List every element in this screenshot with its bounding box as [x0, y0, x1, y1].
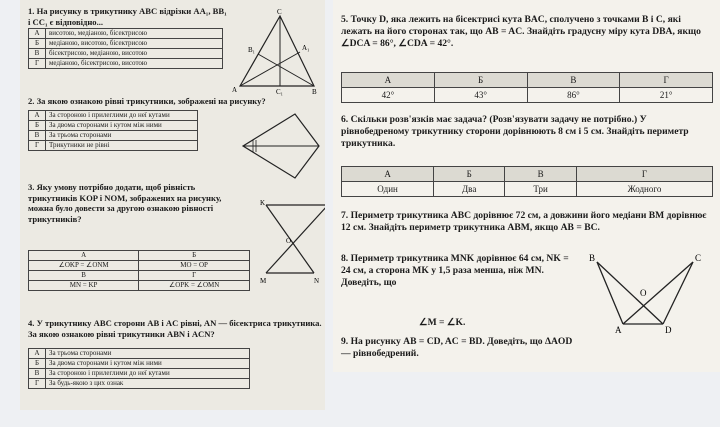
- label-b: B: [312, 88, 317, 96]
- question-6-options: А Б В Г Один Два Три Жодного: [341, 166, 713, 197]
- option-row[interactable]: ∠OKP = ∠ONM MO = OP: [29, 261, 250, 271]
- question-9-text: 9. На рисунку AB = CD, AC = BD. Доведіть, що ΔAOD — рівнобедрений.: [341, 336, 573, 359]
- label-o: O: [640, 288, 647, 298]
- option-row[interactable]: А За стороною і прилеглими до неї кутами: [29, 111, 198, 121]
- crossed-triangles-figure: K P O M N: [260, 197, 330, 285]
- question-5-options: А Б В Г 42° 43° 86° 21°: [341, 72, 713, 103]
- label-d: D: [665, 325, 672, 334]
- option-row[interactable]: Б медіаною, висотою, бісектрисою: [29, 39, 223, 49]
- label-k: K: [260, 199, 266, 207]
- label-b1: B₁: [248, 46, 256, 54]
- question-4-text: 4. У трикутнику ABC сторони AB і AC рівні, AN — бісектриса трикутника. За якою ознакою рівні трикутники ABN і ACN?: [28, 318, 322, 339]
- option-row[interactable]: Г медіаною, бісектрисою, висотою: [29, 59, 223, 69]
- label-a1: A₁: [302, 44, 310, 52]
- label-m: M: [260, 277, 267, 285]
- right-page: [333, 0, 720, 372]
- question-2-text: 2. За якою ознакою рівні трикутники, зображені на рисунку?: [28, 96, 266, 106]
- label-c: C: [695, 253, 702, 263]
- question-3-text: 3. Яку умову потрібно додати, щоб рівність трикутників KOP і NOM, зображених на рисунку, можна було довести за другою ознакою рівності трикутників?: [28, 182, 222, 224]
- option-row[interactable]: Г За будь-якою з цих ознак: [29, 379, 250, 389]
- label-n: N: [314, 277, 320, 285]
- question-5-text: 5. Точку D, яка лежить на бісектрисі кута BAC, сполучено з точками B і C, які лежать на його сторонах так, що AB = AC. Знайдіть градусну міру кута DBA, якщо ∠DCA = 86°, ∠CDA = 42°.: [341, 14, 701, 49]
- question-6-text: 6. Скільки розв'язків має задача? (Розв'язувати задачу не потрібно.) У рівнобедреному трикутнику сторони дорівнюють 8 см і 5 см. Знайдіть периметр трикутника.: [341, 114, 689, 149]
- label-o: O: [286, 237, 292, 245]
- question-7-text: 7. Периметр трикутника ABC дорівнює 72 см, а довжини його медіани BM дорівнює 12 см. Знайдіть периметр трикутника ABM, якщо AB = BC.: [341, 210, 707, 233]
- option-row[interactable]: В За трьома сторонами: [29, 131, 198, 141]
- option-row[interactable]: А висотою, медіаною, бісектрисою: [29, 29, 223, 39]
- label-c: C: [277, 8, 282, 16]
- option-row[interactable]: Один Два Три Жодного: [342, 182, 713, 197]
- label-b: B: [589, 253, 596, 263]
- option-row[interactable]: Б За двома сторонами і кутом між ними: [29, 359, 250, 369]
- option-row[interactable]: Г Трикутники не рівні: [29, 141, 198, 151]
- option-row[interactable]: В бісектрисою, медіаною, висотою: [29, 49, 223, 59]
- question-8-text: 8. Периметр трикутника MNK дорівнює 64 см, NK = 24 см, а сторона MK у 1,5 раза менша, ніж MN. Доведіть, що: [341, 253, 569, 288]
- left-page: [20, 0, 330, 410]
- option-row[interactable]: 42° 43° 86° 21°: [342, 88, 713, 103]
- option-row[interactable]: В За стороною і прилеглими до неї кутами: [29, 369, 250, 379]
- question-2-options: [28, 110, 198, 151]
- label-c1: C₁: [276, 88, 284, 96]
- question-1-text: 1. На рисунку в трикутнику ABC відрізки AA₁, BB₁ і CC₁ є відповідно...: [28, 6, 227, 27]
- question-8-formula: ∠M = ∠K.: [419, 317, 466, 328]
- kite-figure: [225, 108, 325, 183]
- question-1-options: [28, 28, 223, 69]
- option-row[interactable]: А За трьома сторонами: [29, 349, 250, 359]
- question-4-options: [28, 348, 250, 389]
- option-row[interactable]: MN = KP ∠OPK = ∠OMN: [29, 281, 250, 291]
- question-3-options: А Б ∠OKP = ∠ONM MO = OP В Г MN = KP ∠OPK = ∠OMN: [28, 250, 250, 291]
- option-row[interactable]: Б За двома сторонами і кутом між ними: [29, 121, 198, 131]
- triangle-abc-figure: [230, 4, 320, 96]
- label-a: A: [232, 86, 238, 94]
- crossed-segments-figure: [585, 252, 715, 334]
- label-a: A: [615, 325, 622, 334]
